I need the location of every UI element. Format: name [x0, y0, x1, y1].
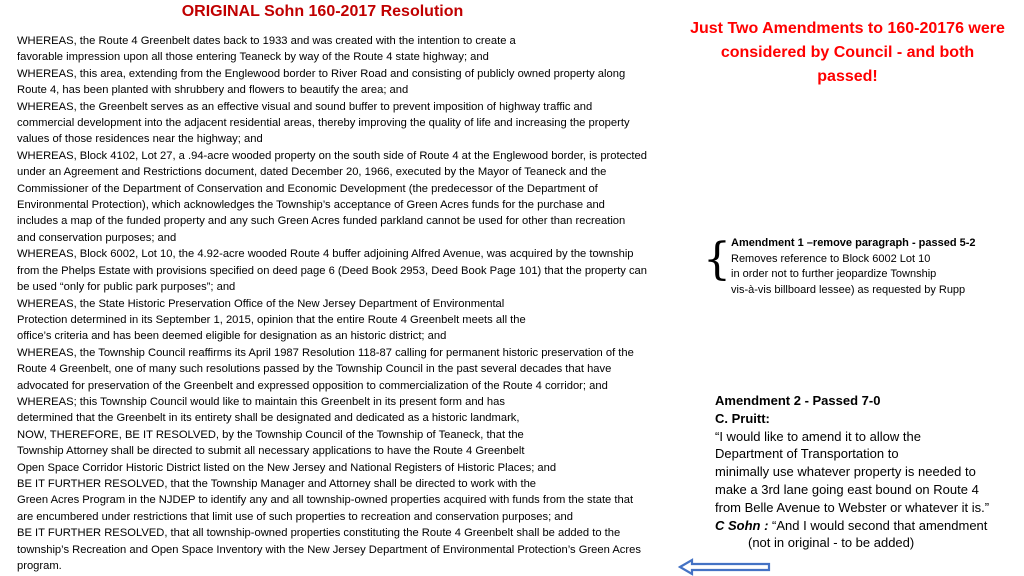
resolution-line: are encumbered under restrictions that limit use of such properties to recreation and conservation purposes; and — [17, 510, 573, 523]
quote-line: make a 3rd lane going east bound on Route 4 — [715, 481, 979, 497]
curly-brace: { — [703, 234, 731, 285]
amendment-2-title: Amendment 2 - Passed 7-0 — [715, 393, 881, 408]
resolution-text — [17, 33, 682, 574]
resolution-line: program. — [17, 560, 62, 572]
amendment-2-block — [715, 392, 1020, 552]
amendment-1-title: Amendment 1 –remove paragraph - passed 5-2 — [731, 237, 976, 249]
resolution-line: Protection determined in its September 1, 2015, opinion that the entire Route 4 Greenbelt meets all the — [17, 313, 526, 326]
resolution-line: be used “only for public park purposes”; and — [17, 281, 236, 294]
amendment-1-line: vis-à-vis billboard lessee) as requested by Rupp — [731, 283, 966, 296]
amendment-1-line: in order not to further jeopardize Township — [731, 268, 937, 280]
quote-line: minimally use whatever property is needed to — [715, 464, 976, 480]
resolution-line: favorable impression upon all those entering Teaneck by way of the Route 4 state highway; and — [17, 51, 489, 64]
resolution-line: Route 4 Greenbelt, one of many such resolutions passed by the Township Council in the past several decades that have — [17, 363, 612, 376]
quote-line: Department of Transportation to — [715, 446, 899, 462]
page-title: ORIGINAL Sohn 160-2017 Resolution — [181, 3, 464, 20]
resolution-line: WHEREAS; this Township Council would like to maintain this Greenbelt in its present form and has — [17, 395, 505, 408]
amendments-headline: Just Two Amendments to 160-20176 were considered by Council - and both passed! — [690, 20, 1005, 85]
quote-line: from Belle Avenue to Webster or whatever it is.” — [715, 499, 990, 515]
resolution-line: determined that the Greenbelt in its entirety shall be designated and dedicated as a historic landmark, — [17, 412, 520, 425]
resolution-line: Environmental Protection), which acknowledges the Township’s acceptance of Green Acres funds for the purchase and — [17, 199, 605, 212]
resolution-line: advocated for preservation of the Greenbelt and expressed opposition to commercialization of the Route 4 corridor; and — [17, 379, 608, 392]
left-arrow-icon — [677, 558, 773, 576]
resolution-line: Township Attorney shall be directed to submit all necessary applications to have the Route 4 Greenbelt — [17, 445, 525, 458]
resolution-line: includes a map of the funded property and any such Green Acres funded parkland cannot be used for other than recreation — [17, 215, 626, 228]
resolution-line: WHEREAS, this area, extending from the Englewood border to River Road and consisting of publicly owned property along — [17, 67, 626, 80]
amendment-1-block — [731, 236, 1021, 298]
resolution-line: WHEREAS, the Greenbelt serves as an effective visual and sound buffer to prevent imposition of highway traffic and — [17, 100, 593, 113]
resolution-line: township’s Recreation and Open Space Inventory with the New Jersey Department of Environmental Protection’s Green Acres — [17, 543, 641, 556]
resolution-line: Green Acres Program in the NJDEP to identify any and all township-owned properties acquired with funds from the state that — [17, 494, 634, 507]
resolution-line: under an Agreement and Restrictions document, dated December 20, 1966, executed by the Mayor of Teaneck and the — [17, 166, 607, 179]
resolution-line: values of those residences near the highway; and — [17, 133, 263, 146]
resolution-line: WHEREAS, the Township Council reaffirms its April 1987 Resolution 118-87 calling for permanent historic preservation of the — [17, 346, 634, 359]
resolution-line: NOW, THEREFORE, BE IT RESOLVED, by the Township Council of the Township of Teaneck, that the — [17, 428, 524, 441]
amendment-1-line: Removes reference to Block 6002 Lot 10 — [731, 252, 931, 265]
resolution-line: and conservation purposes; and — [17, 231, 177, 244]
speaker-sohn: C Sohn : — [715, 517, 769, 533]
resolution-line: WHEREAS, Block 6002, Lot 10, the 4.92-acre wooded Route 4 buffer adjoining Alfred Avenue, was acquired by the township — [17, 248, 634, 261]
sohn-quote: “And I would second that amendment — [768, 517, 988, 533]
resolution-line: WHEREAS, Block 4102, Lot 27, a .94-acre wooded property on the south side of Route 4 at the Englewood border, is protected — [17, 149, 647, 162]
speaker-pruitt: C. Pruitt: — [715, 410, 770, 426]
amendment-note: (not in original - to be added) — [748, 535, 915, 551]
resolution-line: WHEREAS, the State Historic Preservation Office of the New Jersey Department of Environmental — [17, 297, 505, 310]
resolution-line: from the Phelps Estate with provisions specified on deed page 6 (Deed Book 2953, Deed Book Page 101) that the property can — [17, 264, 648, 277]
resolution-line: office’s criteria and has been deemed eligible for designation as an historic district; and — [17, 330, 447, 343]
resolution-line: Open Space Corridor Historic District listed on the New Jersey and National Registers of Historic Places; and — [17, 461, 557, 474]
resolution-line: Commissioner of the Department of Conservation and Economic Development (the predecessor of the Department of — [17, 182, 598, 195]
resolution-line: WHEREAS, the Route 4 Greenbelt dates back to 1933 and was created with the intention to create a — [17, 35, 516, 47]
resolution-line: commercial development into the adjacent residential areas, thereby improving the quality of life and increasing the property — [17, 117, 630, 130]
resolution-line: Route 4, has been planted with shrubbery and flowers to beautify the area; and — [17, 84, 409, 97]
resolution-line: BE IT FURTHER RESOLVED, that the Township Manager and Attorney shall be directed to work with the — [17, 477, 537, 490]
quote-line: “I would like to amend it to allow the — [715, 428, 921, 444]
resolution-line: BE IT FURTHER RESOLVED, that all township-owned properties constituting the Route 4 Greenbelt shall be added to the — [17, 527, 621, 540]
